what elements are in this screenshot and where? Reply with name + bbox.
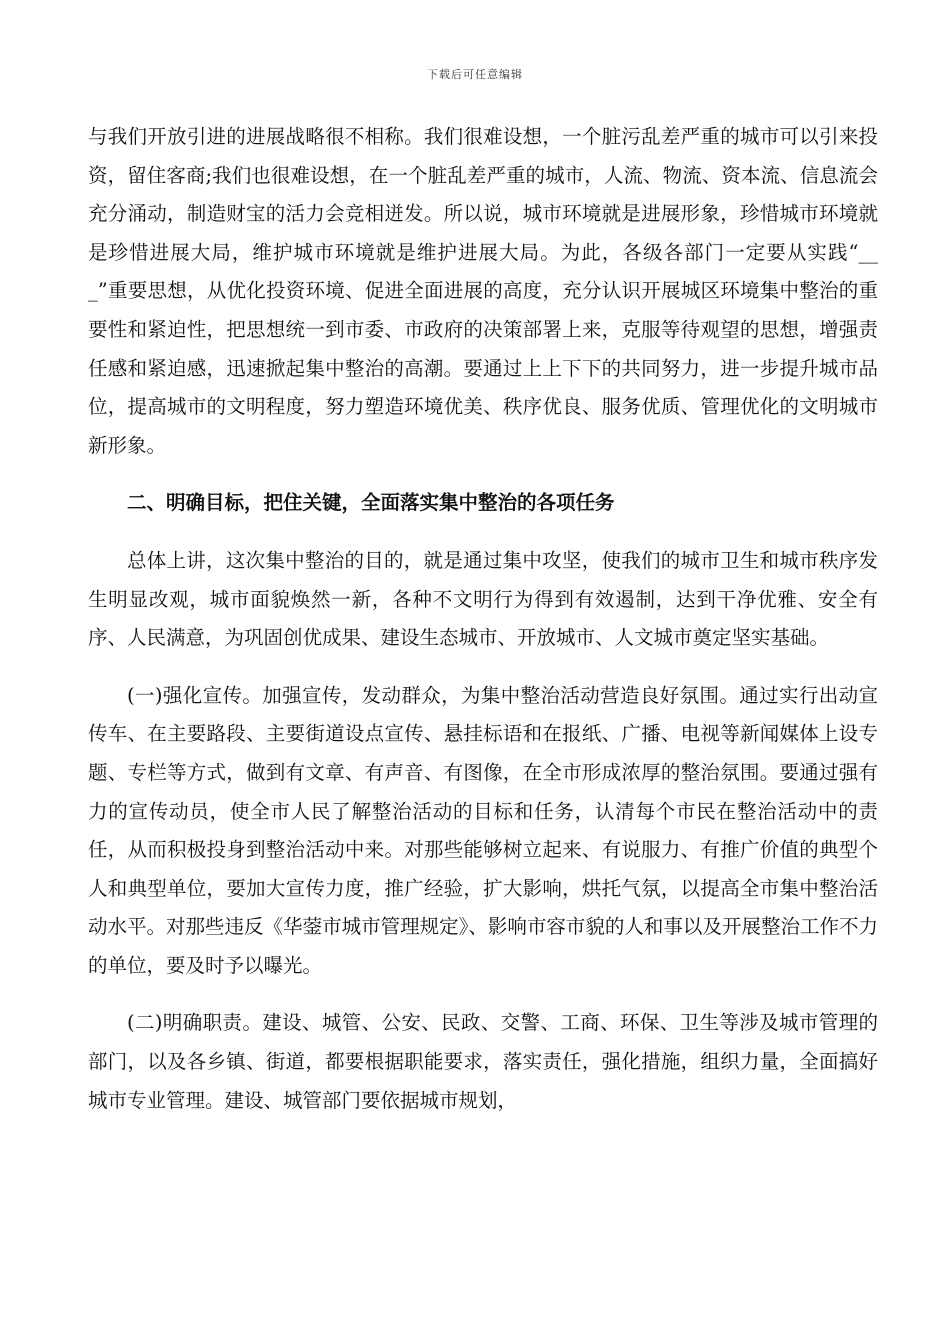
paragraph-gap	[88, 465, 878, 484]
body-paragraph: (二)明确职责。建设、城管、公安、民政、交警、工商、环保、卫生等涉及城市管理的部门，以及各乡镇、街道，都要根据职能要求，落实责任，强化措施，组织力量，全面搞好城市专业管理。建设、城管部门要依据城市规划，	[88, 1011, 878, 1112]
body-paragraph: 与我们开放引进的进展战略很不相称。我们很难设想，一个脏污乱差严重的城市可以引来投资，留住客商;我们也很难设想，在一个脏乱差严重的城市，人流、物流、资本流、信息流会充分涌动，制造财宝的活力会竞相迸发。所以说，城市环境就是进展形象，珍惜城市环境就是珍惜进展大局，维护城市环境就是维护进展大局。为此，各级各部门一定要从实践“___”重要思想，从优化投资环境、促进全面进展的高度，充分认识开展城区环境集中整治的重要性和紧迫性，把思想统一到市委、市政府的决策部署上来，克服等待观望的思想，增强责任感和紧迫感，迅速掀起集中整治的高潮。要通过上上下下的共同努力，进一步提升城市品位，提高城市的文明程度，努力塑造环境优美、秩序优良、服务优质、管理优化的文明城市新形象。	[88, 125, 878, 457]
body-paragraph: (一)强化宣传。加强宣传，发动群众，为集中整治活动营造良好氛围。通过实行出动宣传车、在主要路段、主要街道设点宣传、悬挂标语和在报纸、广播、电视等新闻媒体上设专题、专栏等方式，做到有文章、有声音、有图像，在全市形成浓厚的整治氛围。要通过强有力的宣传动员，使全市人民了解整治活动的目标和任务，认清每个市民在整治活动中的责任，从而积极投身到整治活动中来。对那些能够树立起来、有说服力、有推广价值的典型个人和典型单位，要加大宣传力度，推广经验，扩大影响，烘托气氛，以提高全市集中整治活动水平。对那些违反《华蓥市城市管理规定》、影响市容市貌的人和事以及开展整治工作不力的单位，要及时予以曝光。	[88, 683, 878, 977]
body-paragraph: 总体上讲，这次集中整治的目的，就是通过集中攻坚，使我们的城市卫生和城市秩序发生明显改观，城市面貌焕然一新，各种不文明行为得到有效遏制，达到干净优雅、安全有序、人民满意，为巩固创优成果、建设生态城市、开放城市、人文城市奠定坚实基础。	[88, 548, 878, 650]
document-body	[88, 118, 878, 1120]
paragraph-gap	[88, 985, 878, 1004]
section-heading: 二、明确目标，把住关键，全面落实集中整治的各项任务	[127, 491, 615, 515]
header-note: 下载后可任意编辑	[427, 68, 523, 81]
paragraph-gap	[88, 658, 878, 677]
paragraph-gap	[88, 523, 878, 542]
